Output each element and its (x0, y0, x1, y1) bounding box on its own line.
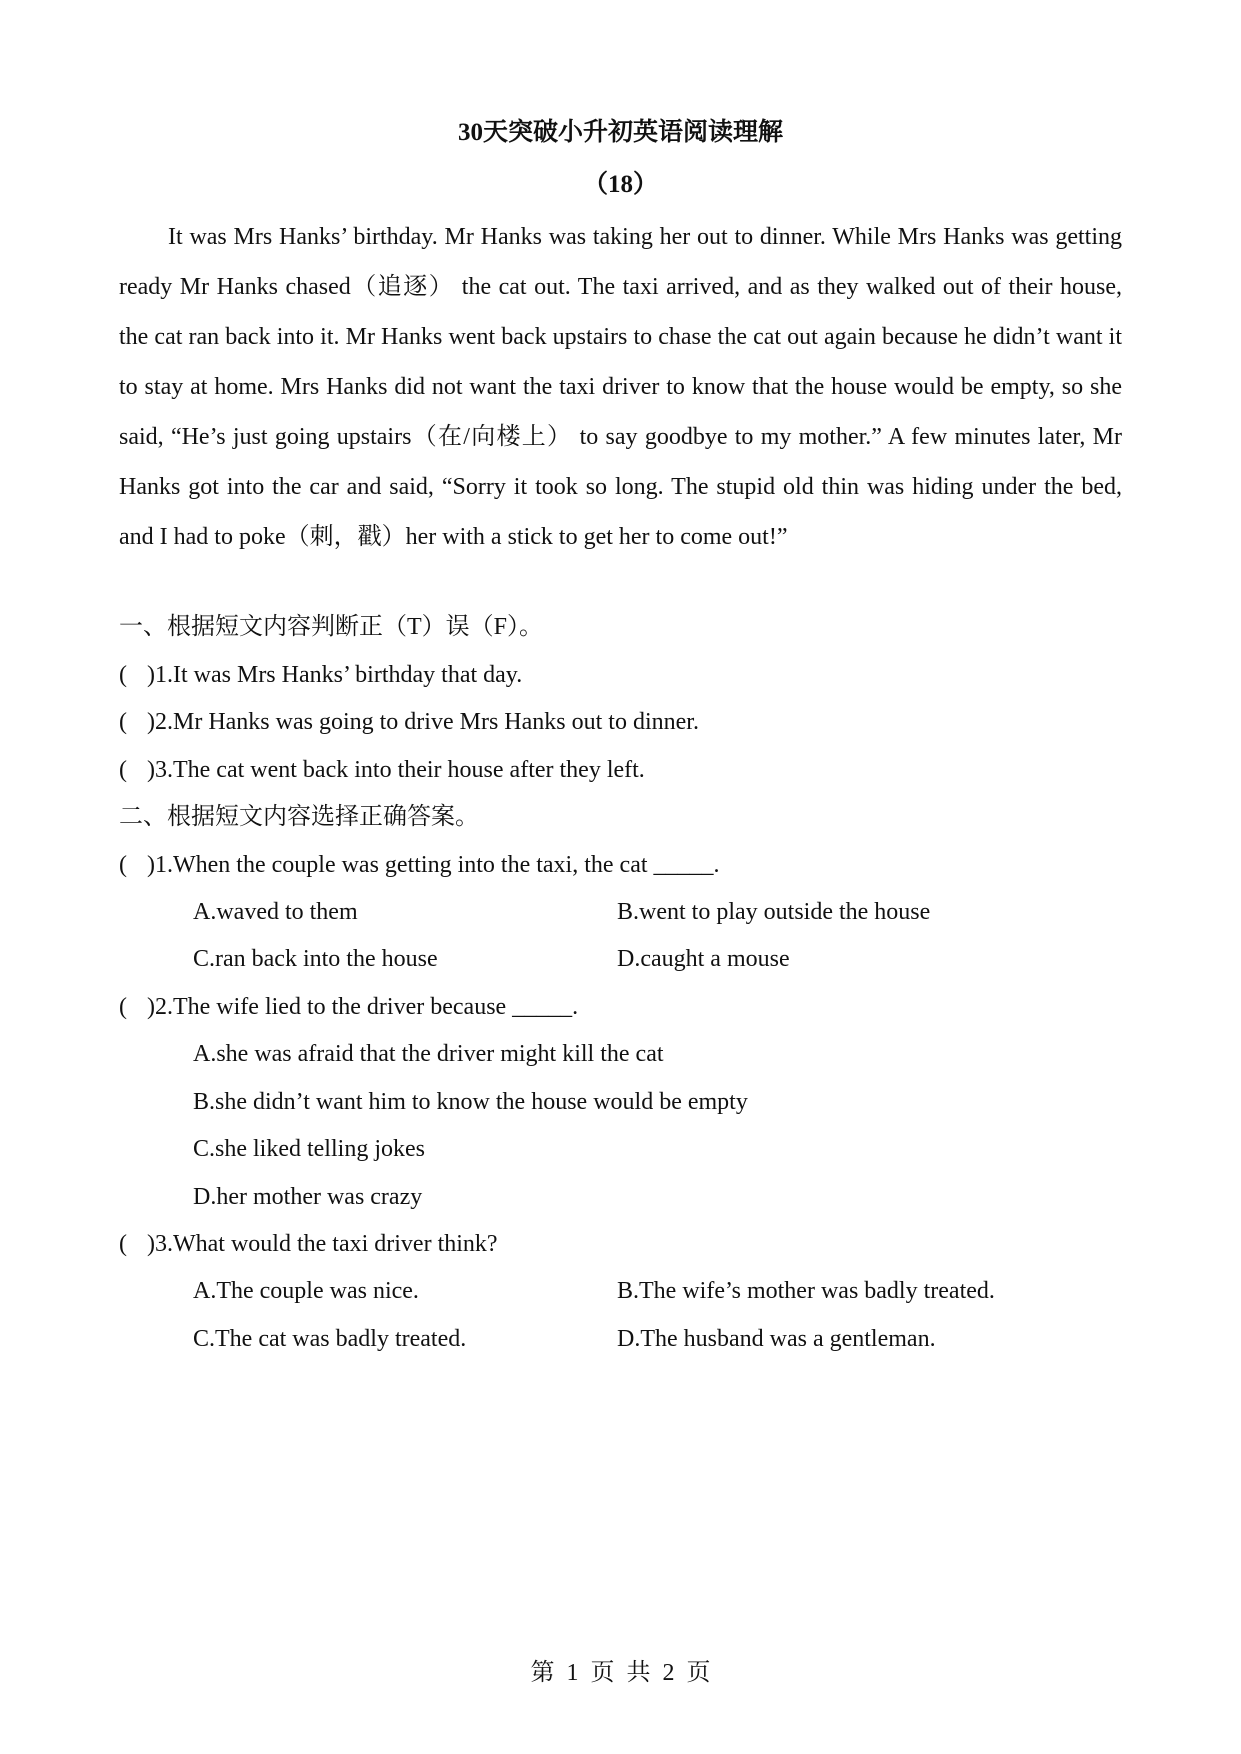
mc-option-c[interactable]: C.The cat was badly treated. (193, 1326, 467, 1352)
mc-option-b[interactable]: B.The wife’s mother was badly treated. (617, 1278, 995, 1304)
answer-blank[interactable]: ( (119, 994, 127, 1020)
mc-option-d[interactable]: D.caught a mouse (617, 946, 790, 972)
tf-question-2 (119, 705, 699, 739)
mc-question-1 (119, 848, 720, 882)
answer-blank[interactable]: ( (119, 662, 127, 688)
mc-option-c[interactable]: C.she liked telling jokes (193, 1136, 425, 1162)
mc-question-text: )1.When the couple was getting into the taxi, the cat _____. (147, 852, 720, 878)
mc-option-b[interactable]: B.went to play outside the house (617, 899, 931, 925)
reading-passage: It was Mrs Hanks’ birthday. Mr Hanks was taking her out to dinner. While Mrs Hanks was getting ready Mr Hanks chased（追逐） the cat out. The taxi arrived, and as they walked out of their house, the cat ran back into it. Mr Hanks went back upstairs to chase the cat out again because he didn’t want it to stay at home. Mrs Hanks did not want the taxi driver to know that the house would be empty, so she said, “He’s just going upstairs（在/向楼上） to say goodbye to my mother.” A few minutes later, Mr Hanks got into the car and said, “Sorry it took so long. The stupid old thin was hiding under the bed, and I had to poke（刺，戳）her with a stick to get her to come out!” (119, 224, 1122, 550)
answer-blank[interactable]: ( (119, 1231, 127, 1257)
tf-question-text: )2.Mr Hanks was going to drive Mrs Hanks out to dinner. (147, 709, 699, 735)
mc-option-a[interactable]: A.The couple was nice. (193, 1278, 419, 1304)
mc-option-b[interactable]: B.she didn’t want him to know the house would be empty (193, 1089, 748, 1115)
mc-question-text: )2.The wife lied to the driver because _____. (147, 994, 579, 1020)
tf-question-text: )3.The cat went back into their house after they left. (147, 757, 645, 783)
mc-option-a[interactable]: A.waved to them (193, 899, 358, 925)
tf-question-1 (119, 658, 522, 692)
mc-question-3 (119, 1227, 498, 1261)
mc-option-d[interactable]: D.her mother was crazy (193, 1184, 423, 1210)
mc-option-d[interactable]: D.The husband was a gentleman. (617, 1326, 936, 1352)
answer-blank[interactable]: ( (119, 852, 127, 878)
page-footer: 第 1 页 共 2 页 (530, 1660, 711, 1686)
mc-option-a[interactable]: A.she was afraid that the driver might kill the cat (193, 1041, 664, 1067)
answer-blank[interactable]: ( (119, 709, 127, 735)
section1-heading: 一、根据短文内容判断正（T）误（F）。 (119, 614, 544, 640)
answer-blank[interactable]: ( (119, 757, 127, 783)
page-title: 30天突破小升初英语阅读理解 (457, 119, 783, 146)
tf-question-3 (119, 753, 645, 787)
mc-option-c[interactable]: C.ran back into the house (193, 946, 438, 972)
page-subtitle: （18） (582, 171, 658, 198)
mc-question-text: )3.What would the taxi driver think? (147, 1231, 498, 1257)
tf-question-text: )1.It was Mrs Hanks’ birthday that day. (147, 662, 523, 688)
section2-heading: 二、根据短文内容选择正确答案。 (119, 804, 479, 830)
mc-question-2 (119, 990, 578, 1024)
